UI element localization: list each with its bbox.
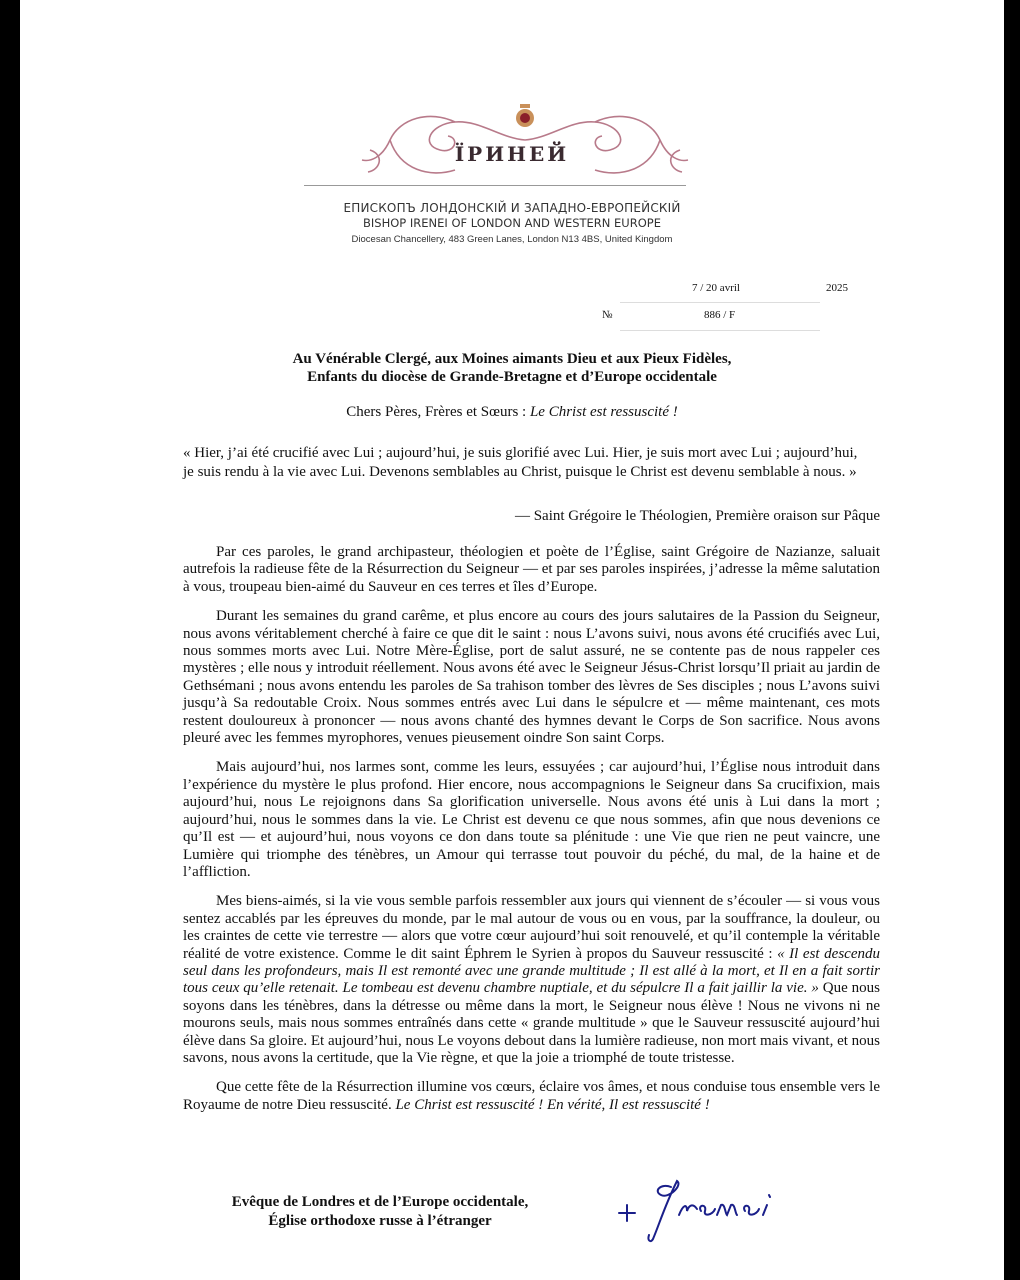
addressee-line-1: Au Vénérable Clergé, aux Moines aimants Dieu et aux Pieux Fidèles, — [292, 351, 732, 367]
letter-date: 7 / 20 avril — [692, 282, 740, 294]
paragraph-3: Mais aujourd’hui, nos larmes sont, comme les leurs, essuyées ; car aujourd’hui, l’Église nous introduit dans l’expérience du mystère le plus profond. Hier encore, nous accompagnions le Seigneur dans Sa crucifixion, mais aujourd’hui, nous Le rejoignons dans Sa glorification universelle. Nous avons été unis à Lui dans la mort ; aujourd’hui, nous le sommes dans la vie. Le Christ est devenu ce que nous sommes, afin que nous devenions ce qu’Il est — et aujourd’hui, nous voyons ce don dans toute sa plénitude : une Vie que rien ne peut vaincre, une Lumière qui triomphe des ténèbres, un Amour qui terrasse tout pouvoir du péché, du mal, de la haine et de l’affliction. — [183, 759, 880, 880]
header-line-en: BISHOP IRENEI OF LONDON AND WESTERN EUROPE — [363, 216, 661, 230]
paragraph-5-text: Que cette fête de la Résurrection illumine vos cœurs, éclaire vos âmes, et nous conduise tous ensemble vers le Royaume de notre Dieu ressuscité. — [183, 1079, 880, 1113]
letter-year: 2025 — [826, 282, 848, 294]
letter-page — [20, 0, 1004, 1280]
addressee-line-2: Enfants du diocèse de Grande-Bretagne et d’Europe occidentale — [307, 369, 717, 385]
paragraph-1: Par ces paroles, le grand archipasteur, théologien et poète de l’Église, saint Grégoire de Nazianze, saluait autrefois la radieuse fête de la Résurrection du Seigneur — et par ses paroles inspirées, j’adresse la même salutation à vous, troupeau bien-aimé du Sauveur en ces terres et îles d’Europe. — [183, 544, 880, 595]
paragraph-5 — [183, 1079, 880, 1114]
header-rule — [304, 185, 686, 186]
signatory-title-line-1: Evêque de Londres et de l’Europe occidentale, — [231, 1194, 529, 1210]
letter-number: 886 / F — [704, 309, 736, 321]
addressee — [20, 350, 1004, 386]
paragraph-4-text-b: Que nous soyons dans les ténèbres, dans la détresse ou même dans la mort, le Seigneur nous élève ! Nous ne vivons ni ne mourons seuls, mais nous sommes entraînés dans cette « grande multitude » que le Sauveur ressuscité aujourd’hui élève dans Sa gloire. Et aujourd’hui, nous Le voyons debout dans la lumière radieuse, non mort mais vivant, et nous savons, nous avons la certitude, que la Vie règne, et que la joie a triomphé de toute tristesse. — [183, 980, 881, 1066]
greeting — [20, 404, 1004, 421]
signatory-title — [190, 1193, 570, 1231]
epigraph-attribution: — Saint Grégoire le Théologien, Première oraison sur Pâque — [514, 508, 880, 524]
paragraph-4 — [183, 893, 880, 1067]
paragraph-2: Durant les semaines du grand carême, et plus encore au cours des jours salutaires de la Passion du Seigneur, nous avons véritablement cherché à faire ce que dit le saint : nous L’avons suivi, nous avons été crucifiés avec Lui, nous sommes morts avec Lui. Notre Mère-Église, port de salut assuré, ne se contente pas de nous rappeler ces mystères ; elle nous y introduit réellement. Nous avons été avec le Seigneur Jésus-Christ lorsqu’Il priait au jardin de Gethsémani ; nous avons entendu les paroles de Sa trahison tomber des lèvres de Ses disciples ; nous L’avons suivi jusqu’à Sa redoutable Croix. Nous sommes entrés avec Lui dans le sépulcre et — même maintenant, ces mots restent douloureux à prononcer — nous avons chanté des hymnes devant le Corps de Son sacrifice. Nous avons pleuré avec les femmes myrophores, venues pieusement oindre Son saint Corps. — [183, 608, 880, 747]
greeting-italic: Le Christ est ressuscité ! — [529, 404, 678, 420]
handwritten-signature — [613, 1175, 783, 1245]
number-underline — [620, 330, 820, 331]
signatory-title-line-2: Église orthodoxe russe à l’étranger — [268, 1213, 492, 1229]
paragraph-4-text-a: Mes biens-aimés, si la vie vous semble parfois ressembler aux jours qui viennent de s’écouler — si vous vous sentez accablés par les épreuves du monde, par le mal autour de vous ou en vous, par la souffrance, la douleur, ou les craintes de cette vie terrestre — alors que votre cœur aujourd’hui soit renouvelé, et qu’il contemple la véritable réalité de votre existence. Comme le dit saint Éphrem le Syrien à propos du Sauveur ressuscité : — [183, 893, 880, 962]
date-underline — [620, 302, 820, 303]
paragraph-4-citation: « Il est descendu seul dans les profondeurs, mais Il est remonté avec une grande multitude ; Il est allé à la mort, et Il en a fait sortir tous ceux qu’elle retenait. Le tombeau est devenu chambre nuptiale, et du sépulcre Il a fait jaillir la vie. » — [183, 945, 880, 997]
epigraph-quote: « Hier, j’ai été crucifié avec Lui ; aujourd’hui, je suis glorifié avec Lui. Hier, je suis mort avec Lui ; aujourd’hui, je suis rendu à la vie avec Lui. Devenons semblables au Christ, puisque le Christ est devenu semblable à nous. » — [183, 445, 858, 480]
paragraph-5-italic: Le Christ est ressuscité ! En vérité, Il est ressuscité ! — [395, 1096, 710, 1113]
number-label: № — [602, 309, 613, 321]
header-address: Diocesan Chancellery, 483 Green Lanes, London N13 4BS, United Kingdom — [351, 234, 673, 245]
letter-body — [183, 544, 880, 1114]
header-line-ru: ЕПИСКОПЪ ЛОНДОНСКІЙ И ЗАПАДНО-ЕВРОПЕЙСКІЙ — [343, 201, 681, 215]
crest-title: ЇРИНЕЙ — [454, 142, 570, 166]
greeting-text: Chers Pères, Frères et Sœurs : — [346, 404, 530, 420]
